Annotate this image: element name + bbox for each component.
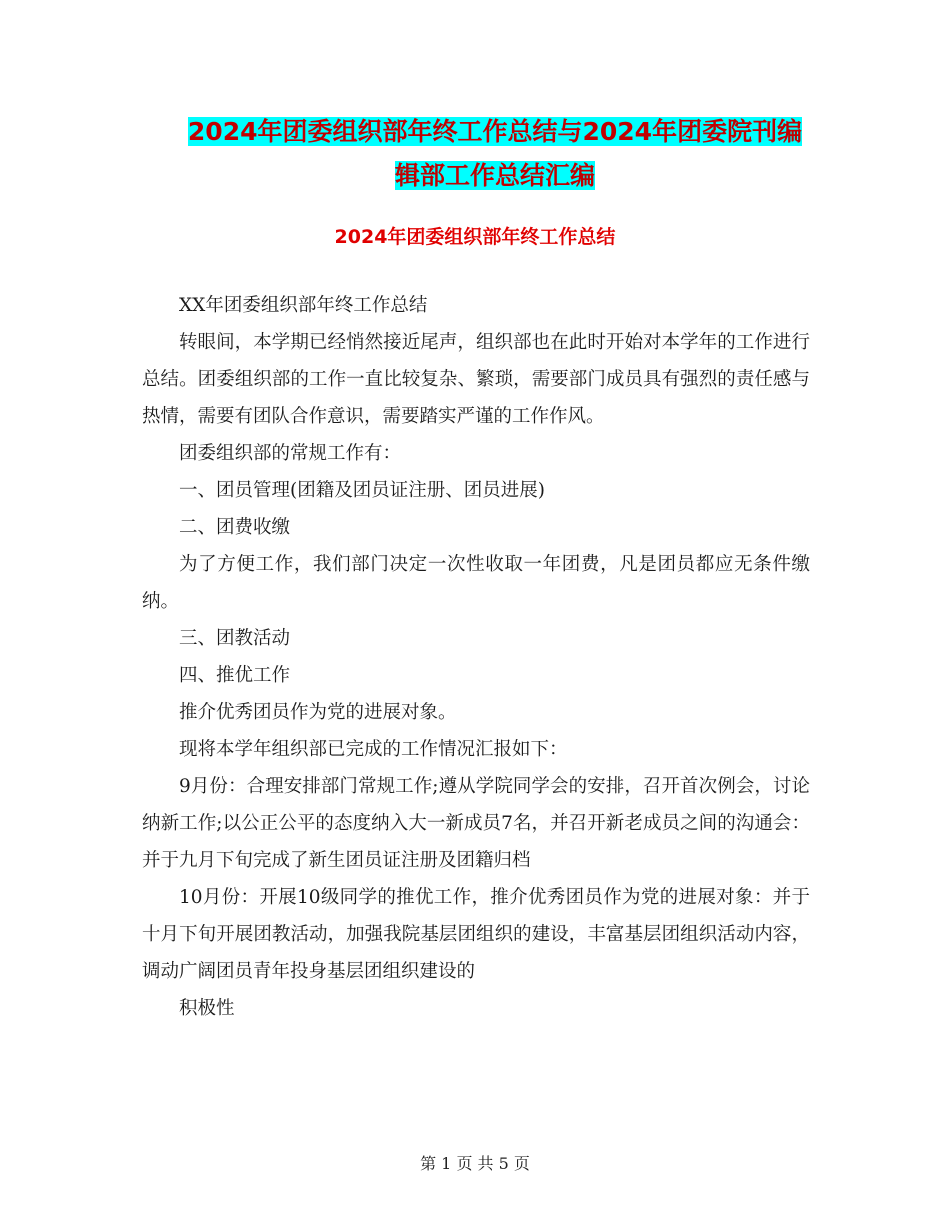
paragraph: 一、团员管理(团籍及团员证注册、团员进展) <box>179 480 545 501</box>
paragraph: 现将本学年组织部已完成的工作情况汇报如下： <box>179 739 568 760</box>
section-title: 2024年团委组织部年终工作总结 <box>334 226 616 248</box>
paragraph: 为了方便工作，我们部门决定一次性收取一年团费，凡是团员都应无条件缴纳。 <box>142 554 810 612</box>
paragraph: 四、推优工作 <box>179 665 291 686</box>
document-title-line-1: 2024年团委组织部年终工作总结与2024年团委院刊编 <box>187 117 803 146</box>
paragraph: 团委组织部的常规工作有： <box>179 443 402 464</box>
page-footer: 第 1 页 共 5 页 <box>420 1154 530 1173</box>
paragraph: 转眼间，本学期已经悄然接近尾声，组织部也在此时开始对本学年的工作进行总结。团委组织部的工作一直比较复杂、繁琐，需要部门成员具有强烈的责任感与热情，需要有团队合作意识，需要踏实严谨的工作作风。 <box>142 332 810 427</box>
paragraph: 推介优秀团员作为党的进展对象。 <box>179 702 457 723</box>
paragraph: XX年团委组织部年终工作总结 <box>179 295 428 316</box>
document-title <box>140 110 850 198</box>
document-title-line-2: 辑部工作总结汇编 <box>394 161 595 190</box>
document-body <box>142 287 810 1027</box>
paragraph: 三、团教活动 <box>179 628 291 649</box>
paragraph: 10月份：开展10级同学的推优工作，推介优秀团员作为党的进展对象：并于十月下旬开展团教活动，加强我院基层团组织的建设，丰富基层团组织活动内容，调动广阔团员青年投身基层团组织建设的 <box>142 887 810 982</box>
paragraph: 积极性 <box>179 998 235 1019</box>
paragraph: 9月份：合理安排部门常规工作;遵从学院同学会的安排，召开首次例会，讨论纳新工作;以公正公平的态度纳入大一新成员7名，并召开新老成员之间的沟通会：并于九月下旬完成了新生团员证注册及团籍归档 <box>142 776 810 871</box>
paragraph: 二、团费收缴 <box>179 517 291 538</box>
